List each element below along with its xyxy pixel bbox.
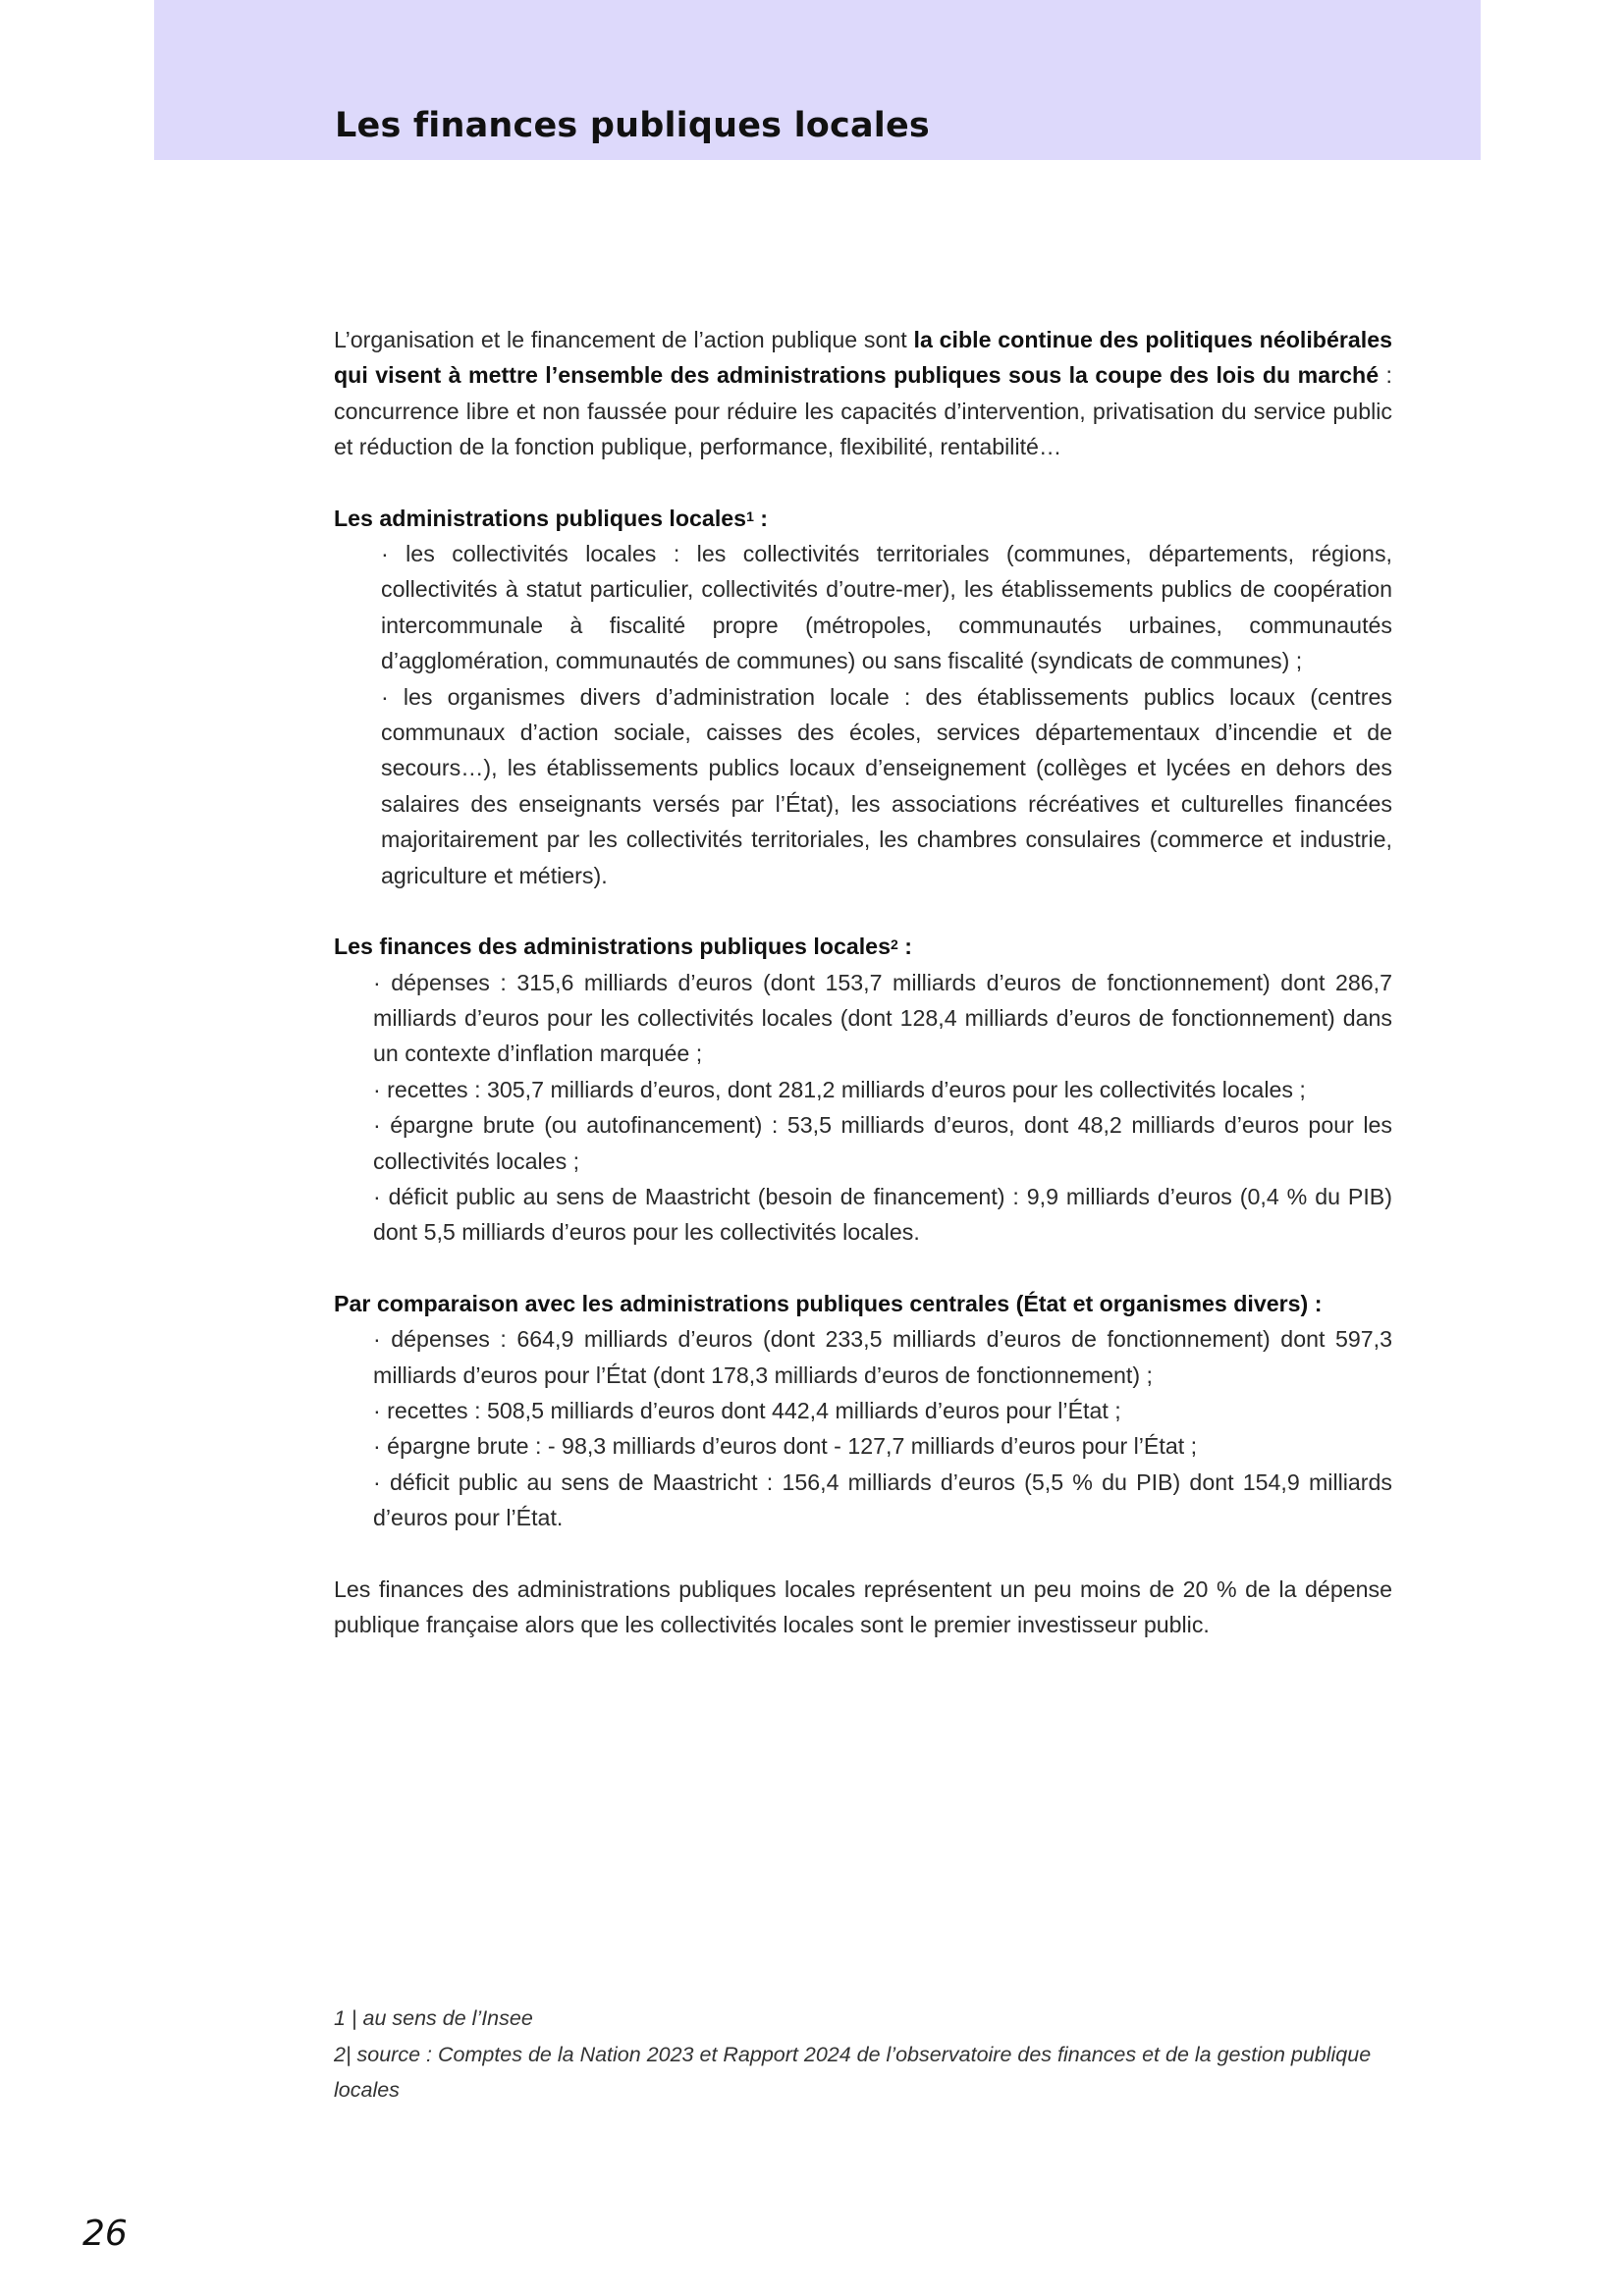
list-item: · recettes : 305,7 milliards d’euros, dont 281,2 milliards d’euros pour les collectivités locales ;: [373, 1072, 1392, 1107]
intro-text-start: L’organisation et le financement de l’action publique sont: [334, 327, 914, 352]
list-item: · dépenses : 315,6 milliards d’euros (dont 153,7 milliards d’euros de fonctionnement) dont 286,7 milliards d’euros pour les collectivités locales (dont 128,4 milliards d’euros de fonctionnement) dans un contexte d’inflation marquée ;: [373, 965, 1392, 1072]
list-item: · recettes : 508,5 milliards d’euros dont 442,4 milliards d’euros pour l’État ;: [373, 1393, 1392, 1428]
bullet-list: [334, 1321, 1392, 1535]
section-heading: Les finances des administrations publiques locales$^2$ :: [334, 934, 912, 960]
intro-paragraph: [334, 322, 1392, 465]
intro-text-end: : concurrence libre et non faussée pour réduire les capacités d’intervention, privatisation du service public et réduction de la fonction publique, performance, flexibilité, rentabilité…: [334, 362, 1392, 460]
list-item: · déficit public au sens de Maastricht : 156,4 milliards d’euros (5,5 % du PIB) dont 154,9 milliards d’euros pour l’État.: [373, 1465, 1392, 1536]
section-heading: Par comparaison avec les administrations publiques centrales (État et organismes divers) :: [334, 1290, 1323, 1316]
list-item: · déficit public au sens de Maastricht (besoin de financement) : 9,9 milliards d’euros (0,4 % du PIB) dont 5,5 milliards d’euros pour les collectivités locales.: [373, 1179, 1392, 1251]
bullet-list: [334, 965, 1392, 1251]
footnote-2: 2| source : Comptes de la Nation 2023 et Rapport 2024 de l’observatoire des finances et de la gestion publique locales: [334, 2042, 1372, 2102]
section-finances-locales: [334, 929, 1392, 1251]
footnote-ref: 1: [746, 507, 754, 524]
main-content: [334, 322, 1392, 1642]
footnote-1: 1 | au sens de l’Insee: [334, 2006, 533, 2030]
list-item: · épargne brute : - 98,3 milliards d’euros dont - 127,7 milliards d’euros pour l’État ;: [373, 1428, 1392, 1464]
footnote-ref: 2: [890, 936, 898, 953]
page-number: 26: [82, 2214, 128, 2254]
page-title: Les finances publiques locales: [335, 106, 930, 145]
section-comparaison: [334, 1286, 1392, 1536]
section-heading: Les administrations publiques locales$^1$ :: [334, 505, 769, 531]
section-admin-locales: [334, 501, 1392, 893]
bullet-list: [334, 536, 1392, 893]
list-item: · épargne brute (ou autofinancement) : 53,5 milliards d’euros, dont 48,2 milliards d’euros pour les collectivités locales ;: [373, 1107, 1392, 1179]
closing-paragraph: Les finances des administrations publiques locales représentent un peu moins de 20 % de la dépense publique française alors que les collectivités locales sont le premier investisseur public.: [334, 1575, 1392, 1637]
footnotes: [334, 2001, 1414, 2109]
intro-emphasis: la cible continue des politiques néolibérales qui visent à mettre l’ensemble des administrations publiques sous la coupe des lois du marché: [334, 327, 1392, 389]
list-item: · dépenses : 664,9 milliards d’euros (dont 233,5 milliards d’euros de fonctionnement) dont 597,3 milliards d’euros pour l’État (dont 178,3 milliards d’euros de fonctionnement) ;: [373, 1321, 1392, 1393]
list-item: · les collectivités locales : les collectivités territoriales (communes, départements, régions, collectivités à statut particulier, collectivités d’outre-mer), les établissements publics de coopération intercommunale à fiscalité propre (métropoles, communautés urbaines, communautés d’agglomération, communautés de communes) ou sans fiscalité (syndicats de communes) ;: [381, 536, 1392, 679]
list-item: · les organismes divers d’administration locale : des établissements publics locaux (centres communaux d’action sociale, caisses des écoles, services départementaux d’incendie et de secours…), les établissements publics locaux d’enseignement (collèges et lycées en dehors des salaires des enseignants versés par l’État), les associations récréatives et culturelles financées majoritairement par les collectivités territoriales, les chambres consulaires (commerce et industrie, agriculture et métiers).: [381, 679, 1392, 893]
